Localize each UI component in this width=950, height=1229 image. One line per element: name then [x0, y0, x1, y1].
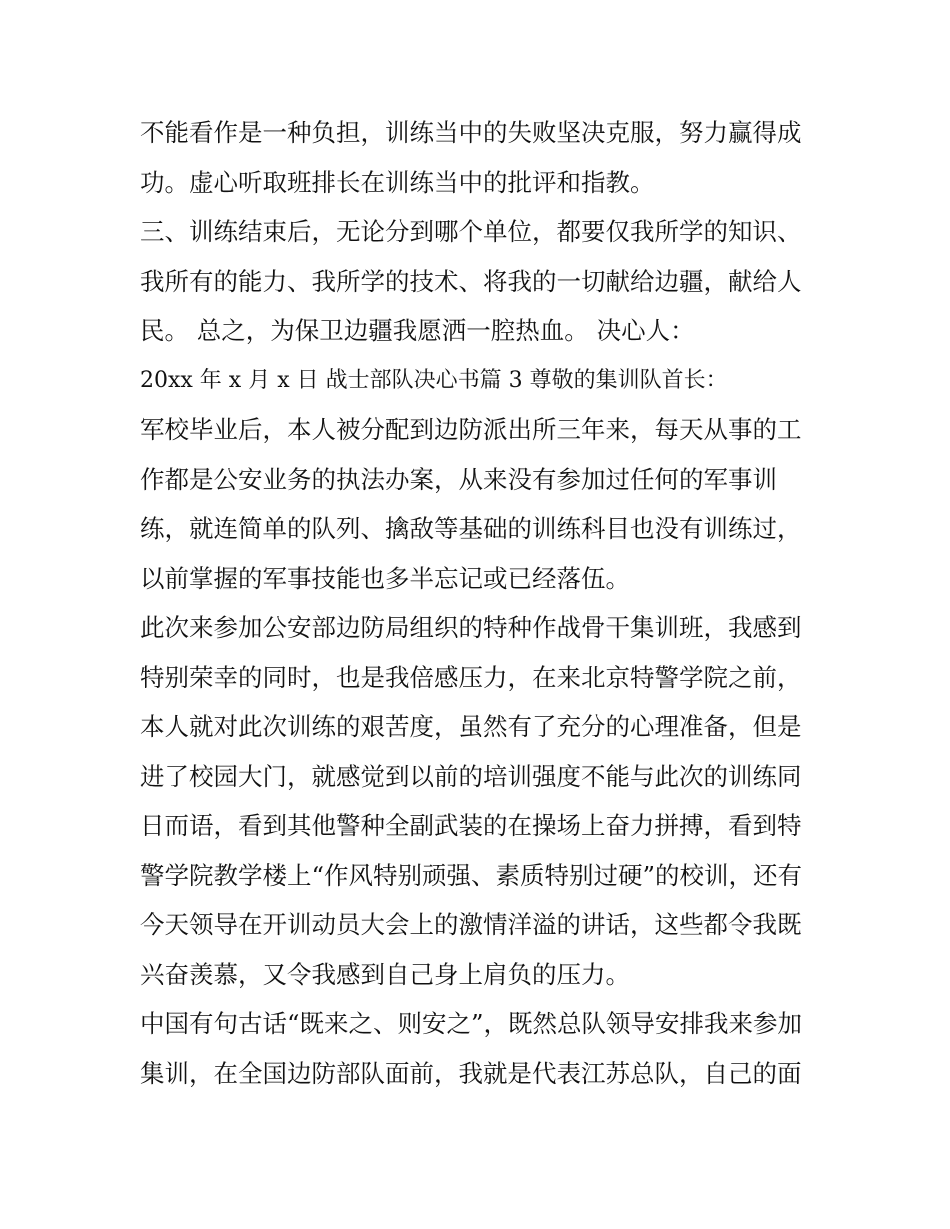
text-line: 三、训练结束后，无论分到哪个单位，都要仅我所学的知识、 [140, 217, 802, 246]
document-body [140, 108, 820, 1098]
text-line: 练，就连简单的队列、擒敌等基础的训练科目也没有训练过， [140, 514, 802, 543]
text-line: 我所有的能力、我所学的技术、将我的一切献给边疆，献给人 [140, 266, 802, 296]
text-line: 特别荣幸的同时，也是我倍感压力，在来北京特警学院之前， [140, 662, 802, 692]
text-line: 本人就对此次训练的艰苦度，虽然有了充分的心理准备，但是 [140, 712, 802, 741]
text-line: 中国有句古话“既来之、则安之”，既然总队领导安排我来参加 [140, 1009, 803, 1038]
text-line: 日而语，看到其他警种全副武装的在操场上奋力拼搏，看到特 [140, 811, 802, 840]
text-line: 兴奋羡慕，又令我感到自己身上肩负的压力。 [140, 959, 630, 989]
text-line: 进了校园大门，就感觉到以前的培训强度不能与此次的训练同 [140, 761, 802, 791]
text-line: 军校毕业后，本人被分配到边防派出所三年来，每天从事的工 [140, 415, 802, 444]
text-line: 作都是公安业务的执法办案，从来没有参加过任何的军事训 [140, 464, 777, 494]
text-line: 功。虚心听取班排长在训练当中的批评和指教。 [140, 167, 655, 197]
text-line: 以前掌握的军事技能也多半忘记或已经落伍。 [140, 563, 630, 593]
text-line: 民。 总之，为保卫边疆我愿洒一腔热血。 决心人： [140, 316, 695, 345]
text-line: 此次来参加公安部边防局组织的特种作战骨干集训班，我感到 [140, 613, 802, 642]
text-line: 20xx 年 x 月 x 日 战士部队决心书篇 3 尊敬的集训队首长： [140, 367, 728, 393]
text-line: 不能看作是一种负担，训练当中的失败坚决克服，努力赢得成 [140, 118, 802, 147]
text-line: 今天领导在开训动员大会上的激情洋溢的讲话，这些都令我既 [140, 910, 802, 939]
text-line: 集训，在全国边防部队面前，我就是代表江苏总队，自己的面 [140, 1058, 802, 1088]
text-line: 警学院教学楼上“作风特别顽强、素质特别过硬”的校训，还有 [140, 860, 803, 890]
